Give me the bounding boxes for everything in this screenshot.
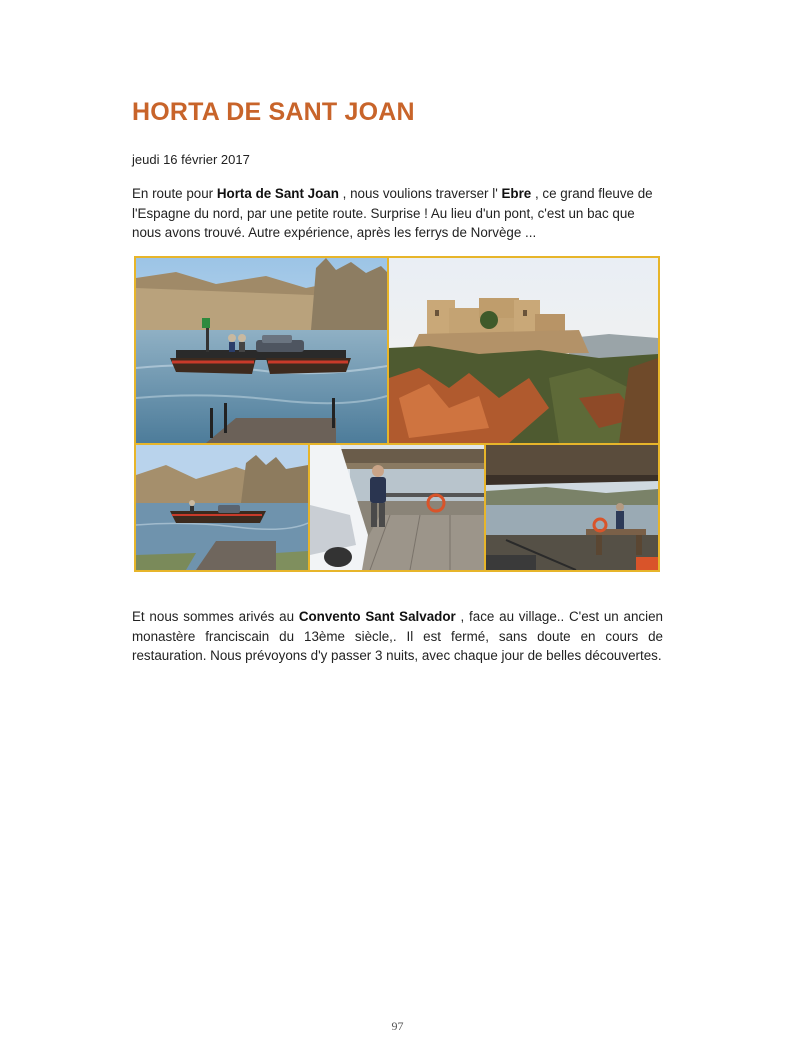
convent-text-1: Et nous sommes arivés au <box>132 609 299 624</box>
post-date: jeudi 16 février 2017 <box>132 152 250 167</box>
intro-bold-ebre: Ebre <box>501 186 532 201</box>
intro-text-1: En route pour <box>132 186 217 201</box>
photo-man-on-ferry <box>310 445 484 570</box>
convent-paragraph <box>132 607 663 666</box>
intro-paragraph <box>132 184 663 243</box>
intro-bold-horta: Horta de Sant Joan <box>216 186 339 201</box>
photo-collage <box>134 256 660 572</box>
convent-text-2: , face au village.. C'est un ancien monastère franciscain du 13ème siècle,. Il est fermé, sans doute en cours de restauration. Nous prévoyons d'y passer 3 nuits, avec chaque jour de belles découvertes. <box>132 609 664 663</box>
intro-text-3: , ce grand fleuve de l'Espagne du nord, par une petite route. Surprise ! Au lieu d'un pont, c'est un bac que nous avons trouvé. Autre expérience, après les ferrys de Norvège ... <box>132 186 653 240</box>
photo-ferry-river <box>136 258 387 443</box>
intro-text-2: , nous voulions traverser l' <box>338 186 502 201</box>
photo-ferry-landing <box>136 445 308 570</box>
convent-bold-name: Convento Sant Salvador <box>298 609 456 624</box>
page-title: HORTA DE SANT JOAN <box>132 98 415 126</box>
photo-ferry-deck-view <box>486 445 658 570</box>
page-number: 97 <box>391 1019 404 1033</box>
photo-convent-cliff <box>389 258 658 443</box>
